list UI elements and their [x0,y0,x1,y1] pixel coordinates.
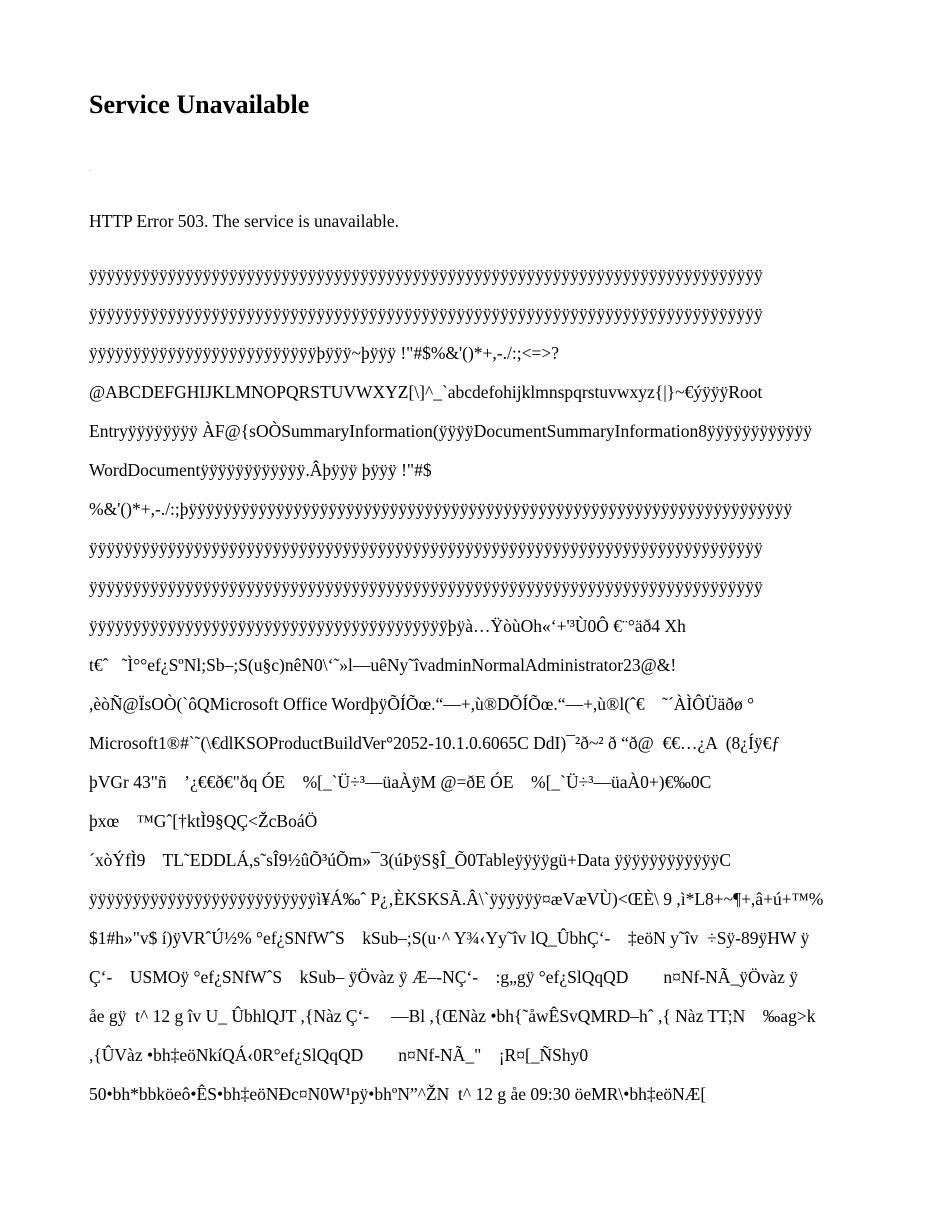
text-line: %&'()*+,-./:;þÿÿÿÿÿÿÿÿÿÿÿÿÿÿÿÿÿÿÿÿÿÿÿÿÿÿÿÿÿÿÿÿÿÿÿÿÿÿÿÿÿÿÿÿÿÿÿÿÿÿÿÿÿÿÿÿÿÿÿÿÿÿÿÿÿÿÿÿÿ [89,499,793,519]
text-line: þxœ ™Gˆ[†ktÌ9§QÇ<ŽcBoáÖ [89,811,318,831]
page-title: Service Unavailable [89,90,310,119]
binary-text-block [89,262,869,1120]
text-line: Ç‘- USMOÿ °ef¿SNfWˆS kSub– ÿÖvàz ÿ Æ–-NÇ‘- :g„gÿ °ef¿SlQqQD n¤Nf-NÃ_ÿÖvàz ÿ [89,967,799,987]
text-line: Entryÿÿÿÿÿÿÿÿ ÀF@{sOÒSummaryInformation(ÿÿÿÿDocumentSummaryInformation8ÿÿÿÿÿÿÿÿÿÿÿÿ [89,421,812,441]
text-line: åe gÿ t^ 12 g îv U_ ÛbhlQJT ,{Nàz Ç‘- —Bl ,{ŒNàz •bh{˜åwÊSvQMRD–hˆ ,{ Nàz TT;N ‰ag>k [89,1006,816,1026]
text-line: ,{ÛVàz •bh‡eöNkíQÁ‹0R°ef¿SlQqQD n¤Nf-NÃ_" ¡R¤[_ÑShy0 [89,1045,589,1065]
text-line: ÿÿÿÿÿÿÿÿÿÿÿÿÿÿÿÿÿÿÿÿÿÿÿÿÿÿþÿÿÿ~þÿÿÿ !"#$%&'()*+,-./:;<=>? [89,343,559,363]
error-message: HTTP Error 503. The service is unavailable. [89,211,400,231]
text-line: ÿÿÿÿÿÿÿÿÿÿÿÿÿÿÿÿÿÿÿÿÿÿÿÿÿÿÿÿÿÿÿÿÿÿÿÿÿÿÿÿÿþÿà…ŸòùOh«‘+'³Ù0Ô €¨°äð4 Xh [89,616,686,636]
text-line: t€ˆ ˜Ì°°ef¿SºNl;Sb–;S(u§c)nêN0\‘˜»l—uêNy˜îvadminNormalAdministrator23@&! [89,655,677,675]
text-line: ÿÿÿÿÿÿÿÿÿÿÿÿÿÿÿÿÿÿÿÿÿÿÿÿÿÿì¥Á‰ˆ P¿‚ÈKSKSÃ.Â\`ÿÿÿÿÿÿ¤æVæVÙ)<ŒÈ\ 9 ,ì*L8+~¶+,â+ú+™% [89,889,824,909]
text-line: Microsoft1®#`˜(\€dlKSOProductBuildVer°2052-10.1.0.6065C DdI)¯²ð~² ð “ð@ €€…¿A (8¿Íÿ€ƒ [89,733,781,753]
text-line: ÿÿÿÿÿÿÿÿÿÿÿÿÿÿÿÿÿÿÿÿÿÿÿÿÿÿÿÿÿÿÿÿÿÿÿÿÿÿÿÿÿÿÿÿÿÿÿÿÿÿÿÿÿÿÿÿÿÿÿÿÿÿÿÿÿÿÿÿÿÿÿÿÿÿÿÿÿ [89,577,763,597]
text-line: $1#h»"v$ í)ÿVRˆÚ½% °ef¿SNfWˆS kSub–;S(u·^ Y¾‹Yy˜îv lQ_ÛbhÇ‘- ‡eöN y˜îv ÷Sÿ-89ÿHW ÿ [89,928,810,948]
text-line: ÿÿÿÿÿÿÿÿÿÿÿÿÿÿÿÿÿÿÿÿÿÿÿÿÿÿÿÿÿÿÿÿÿÿÿÿÿÿÿÿÿÿÿÿÿÿÿÿÿÿÿÿÿÿÿÿÿÿÿÿÿÿÿÿÿÿÿÿÿÿÿÿÿÿÿÿÿ [89,265,763,285]
text-line: ÿÿÿÿÿÿÿÿÿÿÿÿÿÿÿÿÿÿÿÿÿÿÿÿÿÿÿÿÿÿÿÿÿÿÿÿÿÿÿÿÿÿÿÿÿÿÿÿÿÿÿÿÿÿÿÿÿÿÿÿÿÿÿÿÿÿÿÿÿÿÿÿÿÿÿÿÿ [89,538,763,558]
text-line: ,èòÑ@ÏsOÒ(`ôQMicrosoft Office WordþÿÕÍÕœ.“—+,ù®DÕÍÕœ.“—+,ù®l(ˆ€ ˜´ÀÌÔÜäðø ° [89,694,755,714]
text-line: @ABCDEFGHIJKLMNOPQRSTUVWXYZ[\]^_`abcdefohijklmnspqrstuvwxyz{|}~€ýÿÿÿRoot [89,382,763,402]
text-line: WordDocumentÿÿÿÿÿÿÿÿÿÿÿÿ.Âþÿÿÿ þÿÿÿ !"#$ [89,460,432,480]
divider-mark [89,170,91,171]
text-line: ´xòÝfÌ9 TL˜EDDLÁ,s˜sÎ9½ûÕ³úÕm»¯3(úÞÿS§Î_Õ0Tableÿÿÿÿgü+Data ÿÿÿÿÿÿÿÿÿÿÿÿC [89,850,732,870]
text-line: þVGr 43"ñ ’¿€€ð€"ðq ÓE %[_`Ü÷³—üaÀÿM @=ðE ÓE %[_`Ü÷³—üaÀ0+)€‰0C [89,772,712,792]
text-line: 50•bh*bbköeô•ÊS•bh‡eöNÐc¤N0W¹pÿ•bhºN”^ŽN t^ 12 g åe 09:30 öeMR\•bh‡eöNÆ[ [89,1084,707,1104]
text-line: ÿÿÿÿÿÿÿÿÿÿÿÿÿÿÿÿÿÿÿÿÿÿÿÿÿÿÿÿÿÿÿÿÿÿÿÿÿÿÿÿÿÿÿÿÿÿÿÿÿÿÿÿÿÿÿÿÿÿÿÿÿÿÿÿÿÿÿÿÿÿÿÿÿÿÿÿÿ [89,304,763,324]
